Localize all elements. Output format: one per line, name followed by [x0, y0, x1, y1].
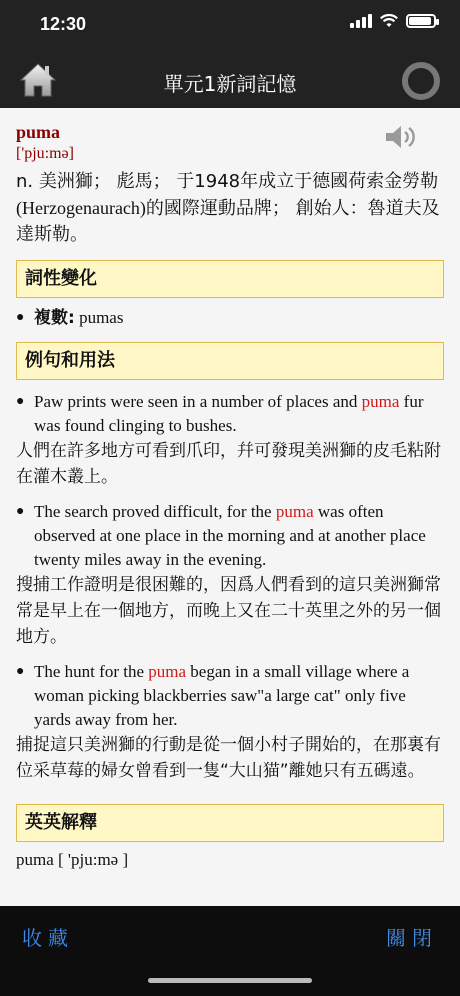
bullet-icon: ●	[16, 664, 25, 679]
form-value: pumas	[74, 308, 124, 327]
signal-icon	[350, 14, 372, 28]
definition-part-3: 的國際運動品牌； 創始人：魯道夫及達斯勒。	[16, 198, 440, 245]
definition-part-2: (Herzogenaurach)	[16, 198, 146, 218]
example-item	[16, 500, 444, 650]
wifi-icon	[380, 14, 398, 28]
home-indicator[interactable]	[148, 978, 312, 983]
highlight-word: puma	[361, 392, 400, 411]
status-icons	[350, 14, 436, 28]
bullet-icon: ●	[16, 504, 25, 519]
example-en: The hunt for the puma began in a small village where a woman picking blackberries saw"a large cat" only five yards away from her.	[34, 662, 410, 729]
section-english: 英英解釋	[16, 804, 444, 842]
highlight-word: puma	[275, 502, 314, 521]
example-zh: 搜捕工作證明是很困難的，因爲人們看到的這只美洲獅常常是早上在一個地方，而晚上又在二十英里之外的另一個地方。	[16, 575, 441, 647]
highlight-word: puma	[148, 662, 187, 681]
top-bar	[0, 0, 460, 108]
bullet-icon: ●	[16, 394, 25, 409]
example-zh: 捕捉這只美洲獅的行動是從一個小村子開始的，在那裏有位采草莓的婦女曾看到一隻“大山猫”離她只有五碼遠。	[16, 735, 441, 781]
entry-content	[0, 108, 460, 906]
bullet-icon: ●	[16, 310, 25, 325]
status-time: 12:30	[40, 14, 87, 34]
speaker-icon[interactable]	[384, 122, 418, 152]
example-zh: 人們在許多地方可看到爪印，幷可發現美洲獅的皮毛粘附在灌木叢上。	[16, 441, 441, 487]
phonetic: ['pju:mə]	[16, 145, 74, 162]
status-ring-icon[interactable]	[402, 62, 440, 100]
english-definition: puma [ 'pju:mə ]	[16, 850, 129, 869]
headword: puma	[16, 122, 61, 142]
example-item	[16, 390, 444, 490]
close-button[interactable]: 關閉	[386, 926, 438, 950]
section-forms: 詞性變化	[16, 260, 444, 298]
form-label: 複數:	[34, 308, 75, 328]
example-en: Paw prints were seen in a number of places and puma fur was found clinging to bushes.	[34, 392, 424, 435]
definition	[16, 169, 444, 248]
collect-button[interactable]: 收藏	[22, 926, 74, 950]
battery-icon	[406, 14, 436, 28]
example-en: The search proved difficult, for the puma was often observed at one place in the morning and at another place twenty miles away in the evening.	[34, 502, 426, 569]
form-item	[16, 306, 444, 330]
definition-part-1: n. 美洲獅； 彪馬； 于1948年成立于德國荷索金勞勒	[16, 171, 439, 192]
page-title: 單元1新詞記憶	[163, 72, 297, 96]
section-examples: 例句和用法	[16, 342, 444, 380]
example-item	[16, 660, 444, 784]
